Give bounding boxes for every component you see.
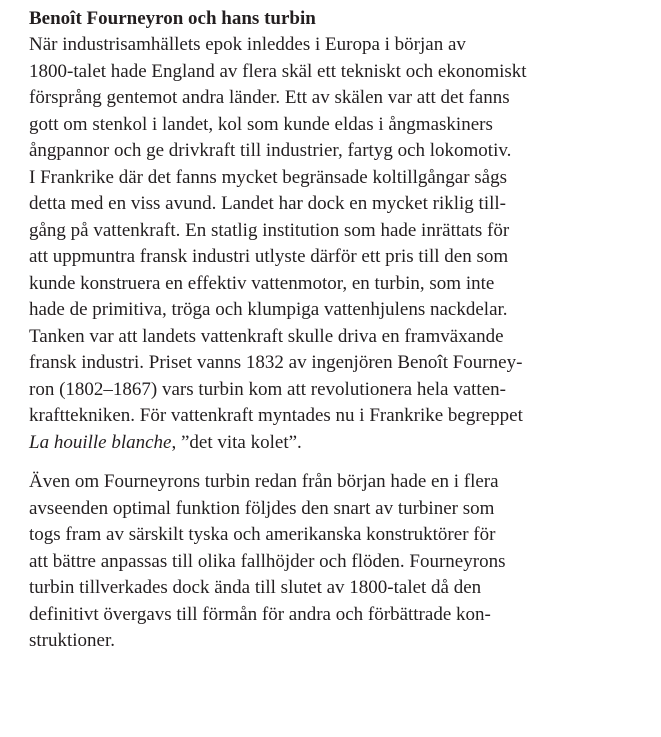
italic-term: La houille blanche [29,431,172,453]
text-line: avseenden optimal funktion följdes den snart av turbiner som [29,497,495,519]
text-line: att bättre anpassas till olika fallhöjder och flöden. Fourneyrons [29,550,506,572]
text-line: fransk industri. Priset vanns 1832 av ingenjören Benoît Fourney- [29,352,523,373]
text-line: hade de primitiva, tröga och klumpiga vattenhjulens nackdelar. [29,299,508,320]
text-line: gång på vattenkraft. En statlig institution som hade inrättats för [29,219,510,241]
text-line: I Frankrike där det fanns mycket begränsade koltillgångar sågs [29,166,508,188]
article-title: Benoît Fourneyron och hans turbin [29,8,316,29]
text-line: Även om Fourneyrons turbin redan från början hade en i flera [29,471,499,492]
text-line: definitivt övergavs till förmån för andra och förbättrade kon- [29,603,491,625]
text-line: gott om stenkol i landet, kol som kunde eldas i ångmaskiners [29,113,493,135]
text-line: turbin tillverkades dock ända till slutet av 1800-talet då den [29,577,482,598]
text-line-last [29,430,637,457]
italic-term-tail: , ”det vita kolet”. [171,431,302,453]
text-line: När industrisamhällets epok inleddes i Europa i början av [29,34,466,55]
text-line: ron (1802–1867) vars turbin kom att revolutionera hela vatten- [29,378,506,400]
paragraph-1 [29,32,637,456]
text-line: krafttekniken. För vattenkraft myntades nu i Frankrike begreppet [29,405,523,426]
paragraph-2 [29,469,637,655]
text-line: 1800-talet hade England av flera skäl ett tekniskt och ekonomiskt [29,60,527,82]
text-line: ångpannor och ge drivkraft till industrier, fartyg och lokomotiv. [29,140,512,161]
text-line: Tanken var att landets vattenkraft skulle driva en framväxande [29,325,504,347]
text-line: att uppmuntra fransk industri utlyste därför ett pris till den som [29,246,509,267]
text-line: kunde konstruera en effektiv vattenmotor, en turbin, som inte [29,272,495,294]
text-line: försprång gentemot andra länder. Ett av skälen var att det fanns [29,87,510,108]
text-line: detta med en viss avund. Landet har dock en mycket riklig till- [29,193,506,214]
text-line: struktioner. [29,630,116,651]
text-line: togs fram av särskilt tyska och amerikanska konstruktörer för [29,524,496,545]
